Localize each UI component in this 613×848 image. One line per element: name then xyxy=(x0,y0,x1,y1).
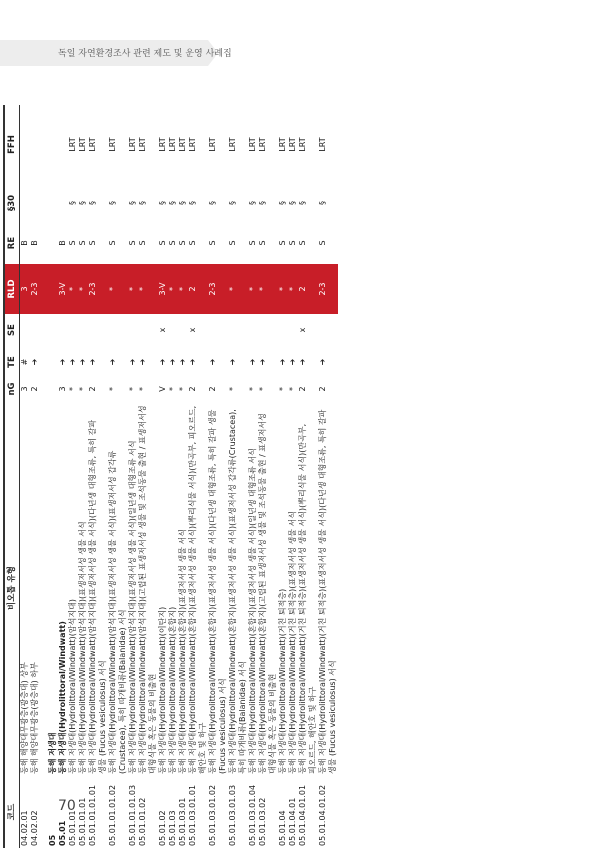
table-row xyxy=(188,105,208,848)
header-s30: §30 xyxy=(4,184,20,222)
cell-s30: § xyxy=(138,201,147,205)
cell-rld: * xyxy=(68,264,78,314)
cell-ng: * xyxy=(68,387,77,391)
cell-name: 동해 저생대(Hydrolittoral/Windwatt)(암석지대)(고립된 표생저서성 생물 및 조석동물 출현 / 표생저서성 대형식물 혹은 동물의 비출현 xyxy=(138,405,157,774)
cell-rld: * xyxy=(78,264,88,314)
cell-re: S xyxy=(288,240,297,246)
cell-ng: * xyxy=(178,387,187,391)
cell-ffh xyxy=(48,105,58,184)
cell-te xyxy=(48,346,58,378)
cell-rld xyxy=(40,264,48,314)
cell-rld: * xyxy=(228,264,248,314)
cell-rld: * xyxy=(288,264,298,314)
cell-ffh: LRT xyxy=(248,137,257,152)
header-ffh: FFH xyxy=(4,105,20,184)
cell-ng: 2 xyxy=(30,386,39,392)
cell-rld: * xyxy=(258,264,278,314)
cell-se: x xyxy=(188,327,197,333)
cell-te: ➔ xyxy=(208,358,217,366)
cell-se xyxy=(178,314,188,346)
table-row xyxy=(138,105,158,848)
cell-re: S xyxy=(208,240,217,246)
cell-ng: * xyxy=(288,387,297,391)
cell-name xyxy=(40,400,48,776)
cell-ng: 3 xyxy=(20,386,29,392)
header-biotope-type: 비오톱 유형 xyxy=(4,400,20,776)
cell-rld: * xyxy=(178,264,188,314)
cell-ffh: LRT xyxy=(188,137,197,152)
cell-rld: 3 xyxy=(20,264,31,314)
cell-rld: 3-V xyxy=(58,264,68,314)
cell-se xyxy=(248,314,258,346)
cell-te: ➔ xyxy=(88,358,97,366)
cell-se xyxy=(30,314,40,346)
cell-code: 04.02.02 xyxy=(30,810,39,846)
cell-se xyxy=(128,314,138,346)
cell-s30 xyxy=(30,184,40,222)
cell-code: 05.01.02 xyxy=(158,810,167,846)
table-row xyxy=(318,105,338,848)
cell-ffh: LRT xyxy=(68,137,77,152)
cell-ffh: LRT xyxy=(78,137,87,152)
cell-re: S xyxy=(228,240,237,246)
cell-name: 동해 저생대(Hydrolittoral/Windwatt)(암석지대)(표생저서성 생물 서식 xyxy=(78,521,87,774)
cell-re: B xyxy=(58,240,67,246)
cell-re: S xyxy=(248,240,257,246)
cell-code: 05.01.03.02 xyxy=(258,797,267,846)
cell-name: 동해 저생대(Hydrolittoral/Windwatt)(암석지대)(표생저서성 생물 서식)(다년생 대형조류, 특히 갈파 생물 (Fucus vesiculosus) 서식 xyxy=(88,419,107,774)
cell-te: ➔ xyxy=(58,358,67,366)
table-row xyxy=(128,105,138,848)
cell-ng: 2 xyxy=(88,386,97,392)
cell-te: ➔ xyxy=(138,358,147,366)
cell-te: ➔ xyxy=(298,358,307,366)
cell-rld: 3-V xyxy=(158,264,168,314)
cell-ffh xyxy=(30,105,40,184)
cell-s30: § xyxy=(278,201,287,205)
cell-re: S xyxy=(258,240,267,246)
cell-ng: 2 xyxy=(298,386,307,392)
cell-code: 05.01.03.01.02 xyxy=(208,784,217,846)
cell-ffh: LRT xyxy=(138,137,147,152)
cell-code xyxy=(40,776,48,848)
cell-se xyxy=(88,314,108,346)
cell-ng: * xyxy=(278,387,287,391)
cell-ffh: LRT xyxy=(168,137,177,152)
cell-name: 동해 해양대무광층(광층대) 하부 xyxy=(30,662,39,774)
header-ng: nG xyxy=(4,378,20,400)
cell-ng: * xyxy=(138,387,147,391)
cell-name: 동해 저생대(Hydrolittoral/Windwatt)(거친 퇴적층) xyxy=(278,588,287,774)
table-row xyxy=(78,105,88,848)
cell-re: S xyxy=(158,240,167,246)
cell-rld: 2-3 xyxy=(208,264,228,314)
cell-se xyxy=(208,314,228,346)
cell-re xyxy=(48,222,58,264)
cell-ffh: LRT xyxy=(318,137,327,152)
cell-name: 동해 저생대(Hydrolittoral/Windwatt)(혼합지)(고립된 표생저서성 생물 및 조석동물 출현 / 표생저서성 대형식물 혹은 동물의 비출현 xyxy=(258,413,277,774)
cell-code: 05.01.04.01.01 xyxy=(298,784,307,846)
cell-name: 동해 저생대(Hydrolittoral/Windwatt)(거친 퇴적층)(표생저서성 생물 서식)(뿌리식물 서식)(만곡부, 피오르드, 해안호 및 하구 xyxy=(298,423,317,774)
cell-rld: * xyxy=(168,264,178,314)
cell-code: 05.01.04.01.02 xyxy=(318,784,327,846)
cell-name: 동해 저생대(Hydrolittoral/Windwatt)(혼합지)(표생저서성 생물 서식)(일년생 대형조류 서식 xyxy=(248,448,257,774)
cell-s30 xyxy=(20,184,31,222)
cell-ffh: LRT xyxy=(208,137,217,152)
table-row xyxy=(288,105,298,848)
cell-re: B xyxy=(20,240,29,246)
cell-s30: § xyxy=(228,201,237,205)
cell-se xyxy=(278,314,288,346)
cell-name: 동해 저생대(Hydrolittoral/Windwatt)(암석지대)(표생저서성 생물 서식)(표생저서성 갑각류(Crustacea), 특히 따개비류(Balanidae) 서식 xyxy=(108,450,127,774)
cell-code: 04.02.01 xyxy=(20,810,29,846)
cell-code: 05.01.01.01.01 xyxy=(88,784,97,846)
cell-ffh xyxy=(20,105,31,184)
cell-ffh: LRT xyxy=(88,137,97,152)
table-row xyxy=(40,105,48,848)
cell-code: 05.01.03 xyxy=(168,810,177,846)
cell-te: # xyxy=(20,358,29,366)
cell-rld: 2-3 xyxy=(30,264,40,314)
cell-name: 동해 저생대(Hydrolittoral/Windwatt)(암석지대)(표생저서성 생물 서식)(일년생 대형조류 서식 xyxy=(128,440,137,774)
cell-ffh xyxy=(40,105,48,184)
table-row xyxy=(58,105,68,848)
cell-ng: * xyxy=(248,387,257,391)
cell-ffh: LRT xyxy=(228,137,237,152)
cell-se xyxy=(40,314,48,346)
table-row xyxy=(248,105,258,848)
cell-se xyxy=(48,314,58,346)
table-row xyxy=(68,105,78,848)
cell-re xyxy=(40,222,48,264)
cell-ng: * xyxy=(78,387,87,391)
cell-s30: § xyxy=(78,201,87,205)
cell-s30: § xyxy=(88,201,97,205)
cell-te: ➔ xyxy=(248,358,257,366)
cell-te: ➔ xyxy=(78,358,87,366)
table-row xyxy=(48,105,58,848)
cell-te xyxy=(40,346,48,378)
biotope-table xyxy=(3,105,338,848)
cell-rld xyxy=(48,264,58,314)
cell-re: S xyxy=(278,240,287,246)
cell-te: ➔ xyxy=(108,358,117,366)
cell-code: 05.01.01.01.03 xyxy=(128,784,137,846)
cell-code: 05.01.03.01.03 xyxy=(228,784,237,846)
rotated-biotope-table-container xyxy=(3,105,504,848)
cell-ng xyxy=(48,378,58,400)
cell-rld: * xyxy=(248,264,258,314)
cell-code: 05.01.01.02 xyxy=(138,797,147,846)
header-te: TE xyxy=(4,346,20,378)
cell-re: S xyxy=(128,240,137,246)
table-row xyxy=(88,105,108,848)
cell-te: ➔ xyxy=(168,358,177,366)
cell-te: ➔ xyxy=(68,358,77,366)
cell-name: 동해 저생대(Hydrolittoral/Windwatt)(암석지대) xyxy=(68,599,77,774)
cell-te: ➔ xyxy=(258,358,267,366)
cell-re: S xyxy=(188,240,197,246)
cell-s30: § xyxy=(188,201,197,205)
header-code: 코드 xyxy=(4,776,20,848)
cell-se xyxy=(20,314,31,346)
cell-s30: § xyxy=(68,201,77,205)
cell-re: B xyxy=(30,240,39,246)
cell-se: x xyxy=(158,327,167,333)
cell-code: 05.01.03.01 xyxy=(178,797,187,846)
cell-se xyxy=(108,314,128,346)
cell-te: ➔ xyxy=(318,358,327,366)
cell-ng xyxy=(40,378,48,400)
cell-s30: § xyxy=(178,201,187,205)
cell-se xyxy=(318,314,338,346)
cell-ng: 2 xyxy=(318,386,327,392)
cell-re: S xyxy=(68,240,77,246)
cell-name: 동해 저생대 xyxy=(48,732,57,774)
cell-te: ➔ xyxy=(288,358,297,366)
cell-ffh: LRT xyxy=(178,137,187,152)
cell-ffh: LRT xyxy=(128,137,137,152)
cell-re: S xyxy=(78,240,87,246)
cell-ffh xyxy=(58,105,68,184)
cell-code: 05.01.01.01.02 xyxy=(108,784,117,846)
running-header-title: 독일 자연환경조사 관련 제도 및 운영 사례집 xyxy=(58,49,232,59)
cell-s30: § xyxy=(158,201,167,205)
cell-code: 05.01.04 xyxy=(278,810,287,846)
header-se: SE xyxy=(4,314,20,346)
cell-name: 동해 저생대(Hydrolittoral/Windwatt)(혼합지)(표생저서성 생물 서식)(표생저서성 갑각류(Crustacea), 특히 따개비류(Balanidae) 서식 xyxy=(228,409,247,774)
cell-s30 xyxy=(48,184,58,222)
cell-s30: § xyxy=(298,201,307,205)
cell-te: ➔ xyxy=(158,358,167,366)
table-row xyxy=(258,105,278,848)
cell-re: S xyxy=(318,240,327,246)
table-body xyxy=(20,105,339,848)
table-row xyxy=(30,105,40,848)
cell-se: x xyxy=(298,327,307,333)
cell-code: 05.01.01 xyxy=(68,810,77,846)
cell-s30 xyxy=(58,184,68,222)
table-row xyxy=(278,105,288,848)
cell-te: ➔ xyxy=(128,358,137,366)
cell-s30: § xyxy=(318,201,327,205)
cell-s30: § xyxy=(108,201,117,205)
cell-se xyxy=(58,314,68,346)
cell-name: 동해 저생대(Hydrolittoral/Windwatt)(혼합지) xyxy=(168,606,177,774)
cell-te: ➔ xyxy=(188,358,197,366)
cell-se xyxy=(78,314,88,346)
table-row xyxy=(158,105,168,848)
cell-code: 05.01 xyxy=(58,820,67,846)
cell-s30: § xyxy=(168,201,177,205)
table-row xyxy=(208,105,228,848)
cell-code: 05.01.03.01.04 xyxy=(248,784,257,846)
cell-se xyxy=(168,314,178,346)
cell-ng: * xyxy=(228,387,237,391)
cell-ng: 3 xyxy=(58,386,67,392)
cell-name: 동해 저생대(Hydrolittoral/Windwatt) xyxy=(58,621,67,774)
table-header-row xyxy=(4,105,20,848)
cell-name: 동해 저생대(Hydrolittoral/Windwatt)(이탄지) xyxy=(158,606,167,774)
cell-rld: 2 xyxy=(298,264,318,314)
cell-code: 05.01.01.01 xyxy=(78,797,87,846)
cell-se xyxy=(258,314,278,346)
cell-ffh: LRT xyxy=(158,137,167,152)
cell-rld: 2 xyxy=(188,264,208,314)
cell-s30: § xyxy=(128,201,137,205)
cell-s30 xyxy=(40,184,48,222)
cell-se xyxy=(68,314,78,346)
cell-ng: * xyxy=(108,387,117,391)
cell-rld: 2-3 xyxy=(88,264,108,314)
cell-se xyxy=(288,314,298,346)
cell-code: 05 xyxy=(48,834,57,846)
cell-code: 05.01.03.01.01 xyxy=(188,784,197,846)
cell-s30: § xyxy=(208,201,217,205)
cell-ffh: LRT xyxy=(258,137,267,152)
cell-name: 동해 저생대(Hydrolittoral/Windwatt)(거친 퇴적층)(표생저서성 생물 서식)(다년생 대형조류, 특히 갈파 생물 (Fucus vesiculosus) 서식 xyxy=(318,409,337,774)
cell-rld: * xyxy=(138,264,158,314)
page-number: 70 xyxy=(58,798,76,814)
cell-te: ➔ xyxy=(278,358,287,366)
cell-se xyxy=(228,314,248,346)
cell-re: S xyxy=(178,240,187,246)
cell-te: ➔ xyxy=(30,358,39,366)
cell-rld: 2-3 xyxy=(318,264,338,314)
header-re: RE xyxy=(4,222,20,264)
cell-re: S xyxy=(298,240,307,246)
cell-ng: 2 xyxy=(188,386,197,392)
cell-code: 05.01.04.01 xyxy=(288,797,297,846)
cell-ffh: LRT xyxy=(108,137,117,152)
cell-re: S xyxy=(138,240,147,246)
cell-s30: § xyxy=(248,201,257,205)
cell-ffh: LRT xyxy=(278,137,287,152)
cell-ng: * xyxy=(258,387,267,391)
cell-name: 동해 저생대(Hydrolittoral/Windwatt)(거친 퇴적층)(표생저서성 생물 서식 xyxy=(288,511,297,774)
cell-se xyxy=(138,314,158,346)
cell-name: 동해 저생대(Hydrolittoral/Windwatt)(혼합지)(표생저서성 생물 서식)(다년생 대형조류, 특히 갈파 생물 (Fucus vesiculosus) 서식 xyxy=(208,409,227,774)
cell-rld: * xyxy=(108,264,128,314)
table-row xyxy=(20,105,31,848)
cell-name: 동해 저생대(Hydrolittoral/Windwatt)(혼합지)(표생저서성 생물 서식 xyxy=(178,529,187,774)
cell-name: 동해 해양대무광층(광층대) 상부 xyxy=(20,662,29,774)
cell-te: ➔ xyxy=(178,358,187,366)
cell-s30: § xyxy=(288,201,297,205)
cell-name: 동해 저생대(Hydrolittoral/Windwatt)(혼합지)(표생저서성 생물 서식)(뿌리식물 서식)(만곡부, 피오르드, 해안호 및 하구 xyxy=(188,405,207,774)
header-rld: RLD xyxy=(4,264,20,314)
cell-re: S xyxy=(168,240,177,246)
cell-ffh: LRT xyxy=(288,137,297,152)
cell-rld: * xyxy=(278,264,288,314)
table-row xyxy=(168,105,178,848)
cell-rld: * xyxy=(128,264,138,314)
cell-ng: * xyxy=(128,387,137,391)
cell-ng: V xyxy=(158,386,167,392)
table-row xyxy=(298,105,318,848)
cell-re: S xyxy=(108,240,117,246)
cell-te: ➔ xyxy=(228,358,237,366)
table-row xyxy=(108,105,128,848)
table-row xyxy=(178,105,188,848)
table-row xyxy=(228,105,248,848)
cell-ffh: LRT xyxy=(298,137,307,152)
cell-ng: * xyxy=(168,387,177,391)
cell-s30: § xyxy=(258,201,267,205)
cell-re: S xyxy=(88,240,97,246)
cell-ng: 2 xyxy=(208,386,217,392)
